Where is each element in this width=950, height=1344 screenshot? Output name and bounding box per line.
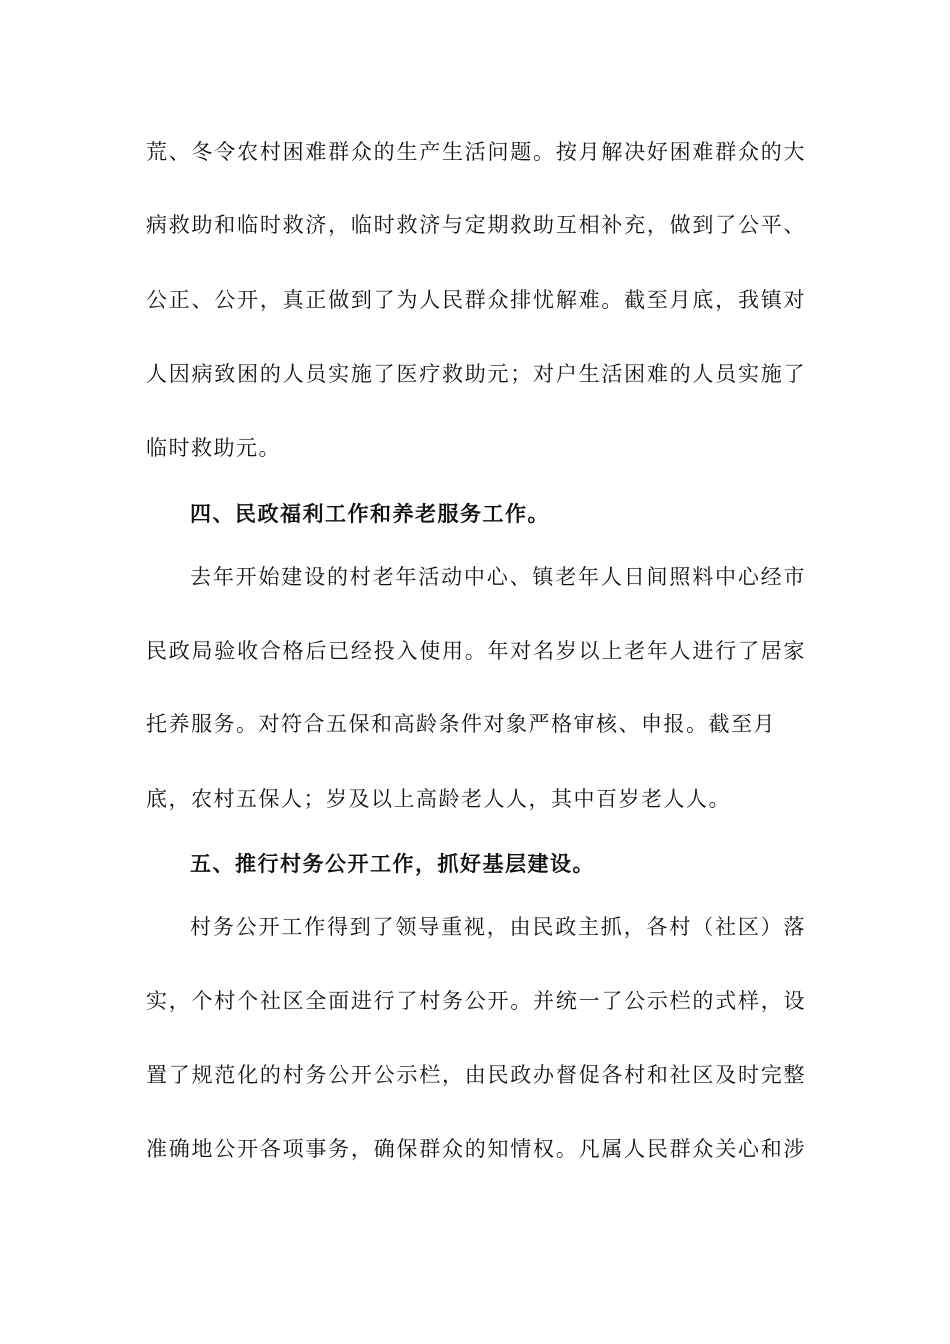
paragraph-line: 底，农村五保人；岁及以上高龄老人人，其中百岁老人人。 bbox=[146, 787, 731, 811]
section-heading: 五、推行村务公开工作，抓好基层建设。 bbox=[190, 851, 595, 876]
paragraph-line: 临时救助元。 bbox=[146, 436, 281, 460]
paragraph-line: 荒、冬令农村困难群众的生产生活问题。按月解决好困难群众的大 bbox=[146, 140, 806, 164]
paragraph-line: 村务公开工作得到了领导重视，由民政主抓，各村（社区）落 bbox=[190, 915, 806, 939]
paragraph-line: 人因病致困的人员实施了医疗救助元；对户生活困难的人员实施了 bbox=[146, 362, 806, 386]
paragraph-line: 准确地公开各项事务，确保群众的知情权。凡属人民群众关心和涉 bbox=[146, 1137, 806, 1161]
paragraph-line: 民政局验收合格后已经投入使用。年对名岁以上老年人进行了居家 bbox=[146, 639, 806, 663]
paragraph-line: 实，个村个社区全面进行了村务公开。并统一了公示栏的式样，设 bbox=[146, 989, 806, 1013]
paragraph-line: 托养服务。对符合五保和高龄条件对象严格审核、申报。截至月 bbox=[146, 712, 776, 736]
paragraph-line: 公正、公开，真正做到了为人民群众排忧解难。截至月底，我镇对 bbox=[146, 288, 806, 312]
section-heading: 四、民政福利工作和养老服务工作。 bbox=[190, 501, 550, 526]
paragraph-line: 去年开始建设的村老年活动中心、镇老年人日间照料中心经市 bbox=[190, 565, 806, 589]
paragraph-line: 置了规范化的村务公开公示栏，由民政办督促各村和社区及时完整 bbox=[146, 1063, 806, 1087]
paragraph-line: 病救助和临时救济，临时救济与定期救助互相补充，做到了公平、 bbox=[146, 213, 806, 237]
